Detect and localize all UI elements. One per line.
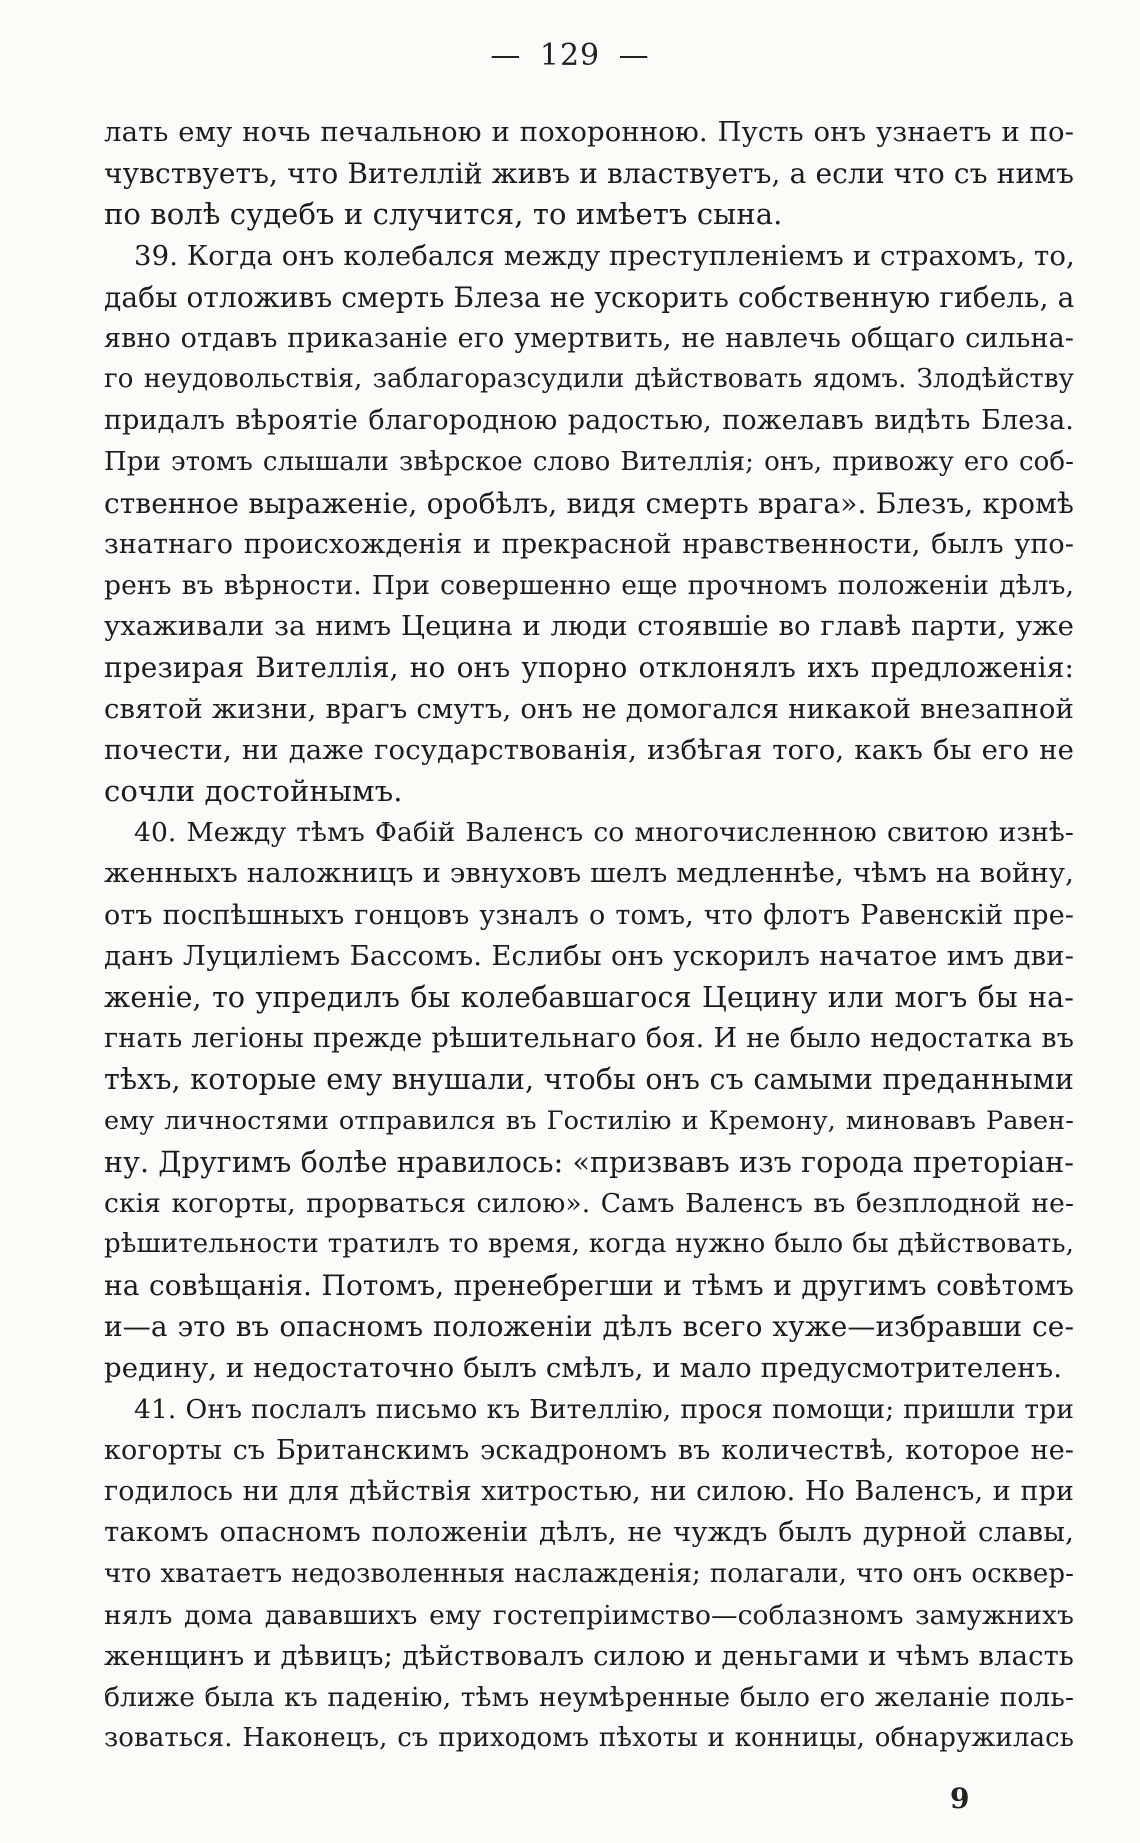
paragraph-39-start: 39. Когда онъ колебался между преступленіемъ и страхомъ, то, [134,239,1075,272]
text-line: нялъ дома дававшихъ ему гостепріимство—соблазномъ замужнихъ [104,1599,1074,1631]
text-line: ну. Другимъ болѣе нравилось: «призвавъ изъ города преторіан- [104,1145,1074,1179]
paragraph-41-start: 41. Онъ послалъ письмо къ Вителлію, прося помощи; пришли три [134,1393,1074,1425]
text-line: ему личностями отправился въ Гостилію и Кремону, миновавъ Равен- [104,1105,1074,1136]
header-right-dash: — [618,38,650,73]
text-line: явно отдавъ приказаніе его умертвить, не навлечь общаго сильна- [104,322,1074,354]
text-line: и—а это въ опасномъ положеніи дѣлъ всего хуже—избравши се- [104,1310,1074,1344]
text-line: ственное выраженіе, оробѣлъ, видя смерть врага». Блезъ, кромѣ [104,486,1074,520]
text-line: что хватаетъ недозволенныя наслажденія; полагали, что онъ осквер- [104,1558,1074,1589]
text-line: презирая Вителлія, но онъ упорно отклонялъ ихъ предложенія: [104,651,1074,685]
text-line: почести, ни даже государствованія, избѣгая того, какъ бы его не [104,733,1074,766]
text-line: по волѣ судебъ и случится, то имѣетъ сына. [104,197,783,232]
text-line: лать ему ночь печальною и похоронною. Пусть онъ узнаетъ и по- [104,116,1074,148]
signature-mark: 9 [950,1782,970,1815]
text-line: женныхъ наложницъ и эвнуховъ шелъ медленнѣе, чѣмъ на войну, [104,857,1074,890]
page-header [0,38,1140,73]
text-line: чувствуетъ, что Вителлій живъ и властвуетъ, а если что съ нимъ [104,157,1074,191]
text-line: ухаживали за нимъ Цецина и люди стоявшіе во главѣ парти, уже [104,610,1074,643]
text-line: ренъ въ вѣрности. При совершенно еще прочномъ положеніи дѣлъ, [104,570,1074,602]
text-line: гнать легіоны прежде рѣшительнаго боя. И не было недостатка въ [104,1023,1074,1055]
text-line: сочли достойнымъ. [104,774,403,808]
header-left-dash: — [490,38,522,73]
text-line: женіе, то упредилъ бы колебавшагося Цецину или могъ бы на- [104,980,1074,1014]
text-line: тѣхъ, которые ему внушали, чтобы онъ съ самыми преданными [104,1063,1074,1097]
text-line: зоваться. Наконецъ, съ приходомъ пѣхоты и конницы, обнаружилась [104,1723,1074,1754]
text-line: придалъ вѣроятіе благородною радостью, пожелавъ видѣть Блеза. [104,405,1074,437]
text-line: При этомъ слышали звѣрское слово Вителлія; онъ, привожу его соб- [104,446,1074,477]
text-line: такомъ опасномъ положеніи дѣлъ, не чуждъ былъ дурной славы, [104,1516,1074,1549]
text-line: отъ поспѣшныхъ гонцовъ узналъ о томъ, что флотъ Равенскій пре- [104,899,1074,931]
body-text [104,112,1074,1760]
text-line: скія когорты, прорваться силою». Самъ Валенсъ въ безплодной не- [104,1187,1074,1219]
text-line: ближе была къ паденію, тѣмъ неумѣренные было его желаніе поль- [104,1682,1074,1714]
paragraph-40-start: 40. Между тѣмъ Фабій Валенсъ со многочисленною свитою изнѣ- [134,817,1074,849]
text-line: дабы отложивъ смерть Блеза не ускорить собственную гибель, а [104,280,1075,314]
text-line: годилось ни для дѣйствія хитростью, ни силою. Но Валенсъ, и при [104,1476,1074,1508]
text-line: на совѣщанія. Потомъ, пренебрегши и тѣмъ и другимъ совѣтомъ [104,1269,1074,1303]
page-number: 129 [539,38,601,73]
text-line: данъ Луциліемъ Бассомъ. Еслибы онъ ускорилъ начатое имъ дви- [104,939,1074,972]
text-line: женщинъ и дѣвицъ; дѣйствовалъ силою и деньгами и чѣмъ власть [104,1639,1074,1672]
text-line: редину, и недостаточно былъ смѣлъ, и мало предусмотрителенъ. [104,1351,1063,1384]
text-line: рѣшительности тратилъ то время, когда нужно было бы дѣйствовать, [104,1229,1074,1260]
text-line: го неудовольствія, заблагоразсудили дѣйствовать ядомъ. Злодѣйству [104,364,1074,395]
text-line: святой жизни, врагъ смутъ, онъ не домогался никакой внезапной [104,692,1074,725]
text-line: когорты съ Британскимъ эскадрономъ въ количествѣ, которое не- [104,1435,1074,1466]
text-line: знатнаго происхожденія и прекрасной нравственности, былъ упо- [104,528,1074,560]
